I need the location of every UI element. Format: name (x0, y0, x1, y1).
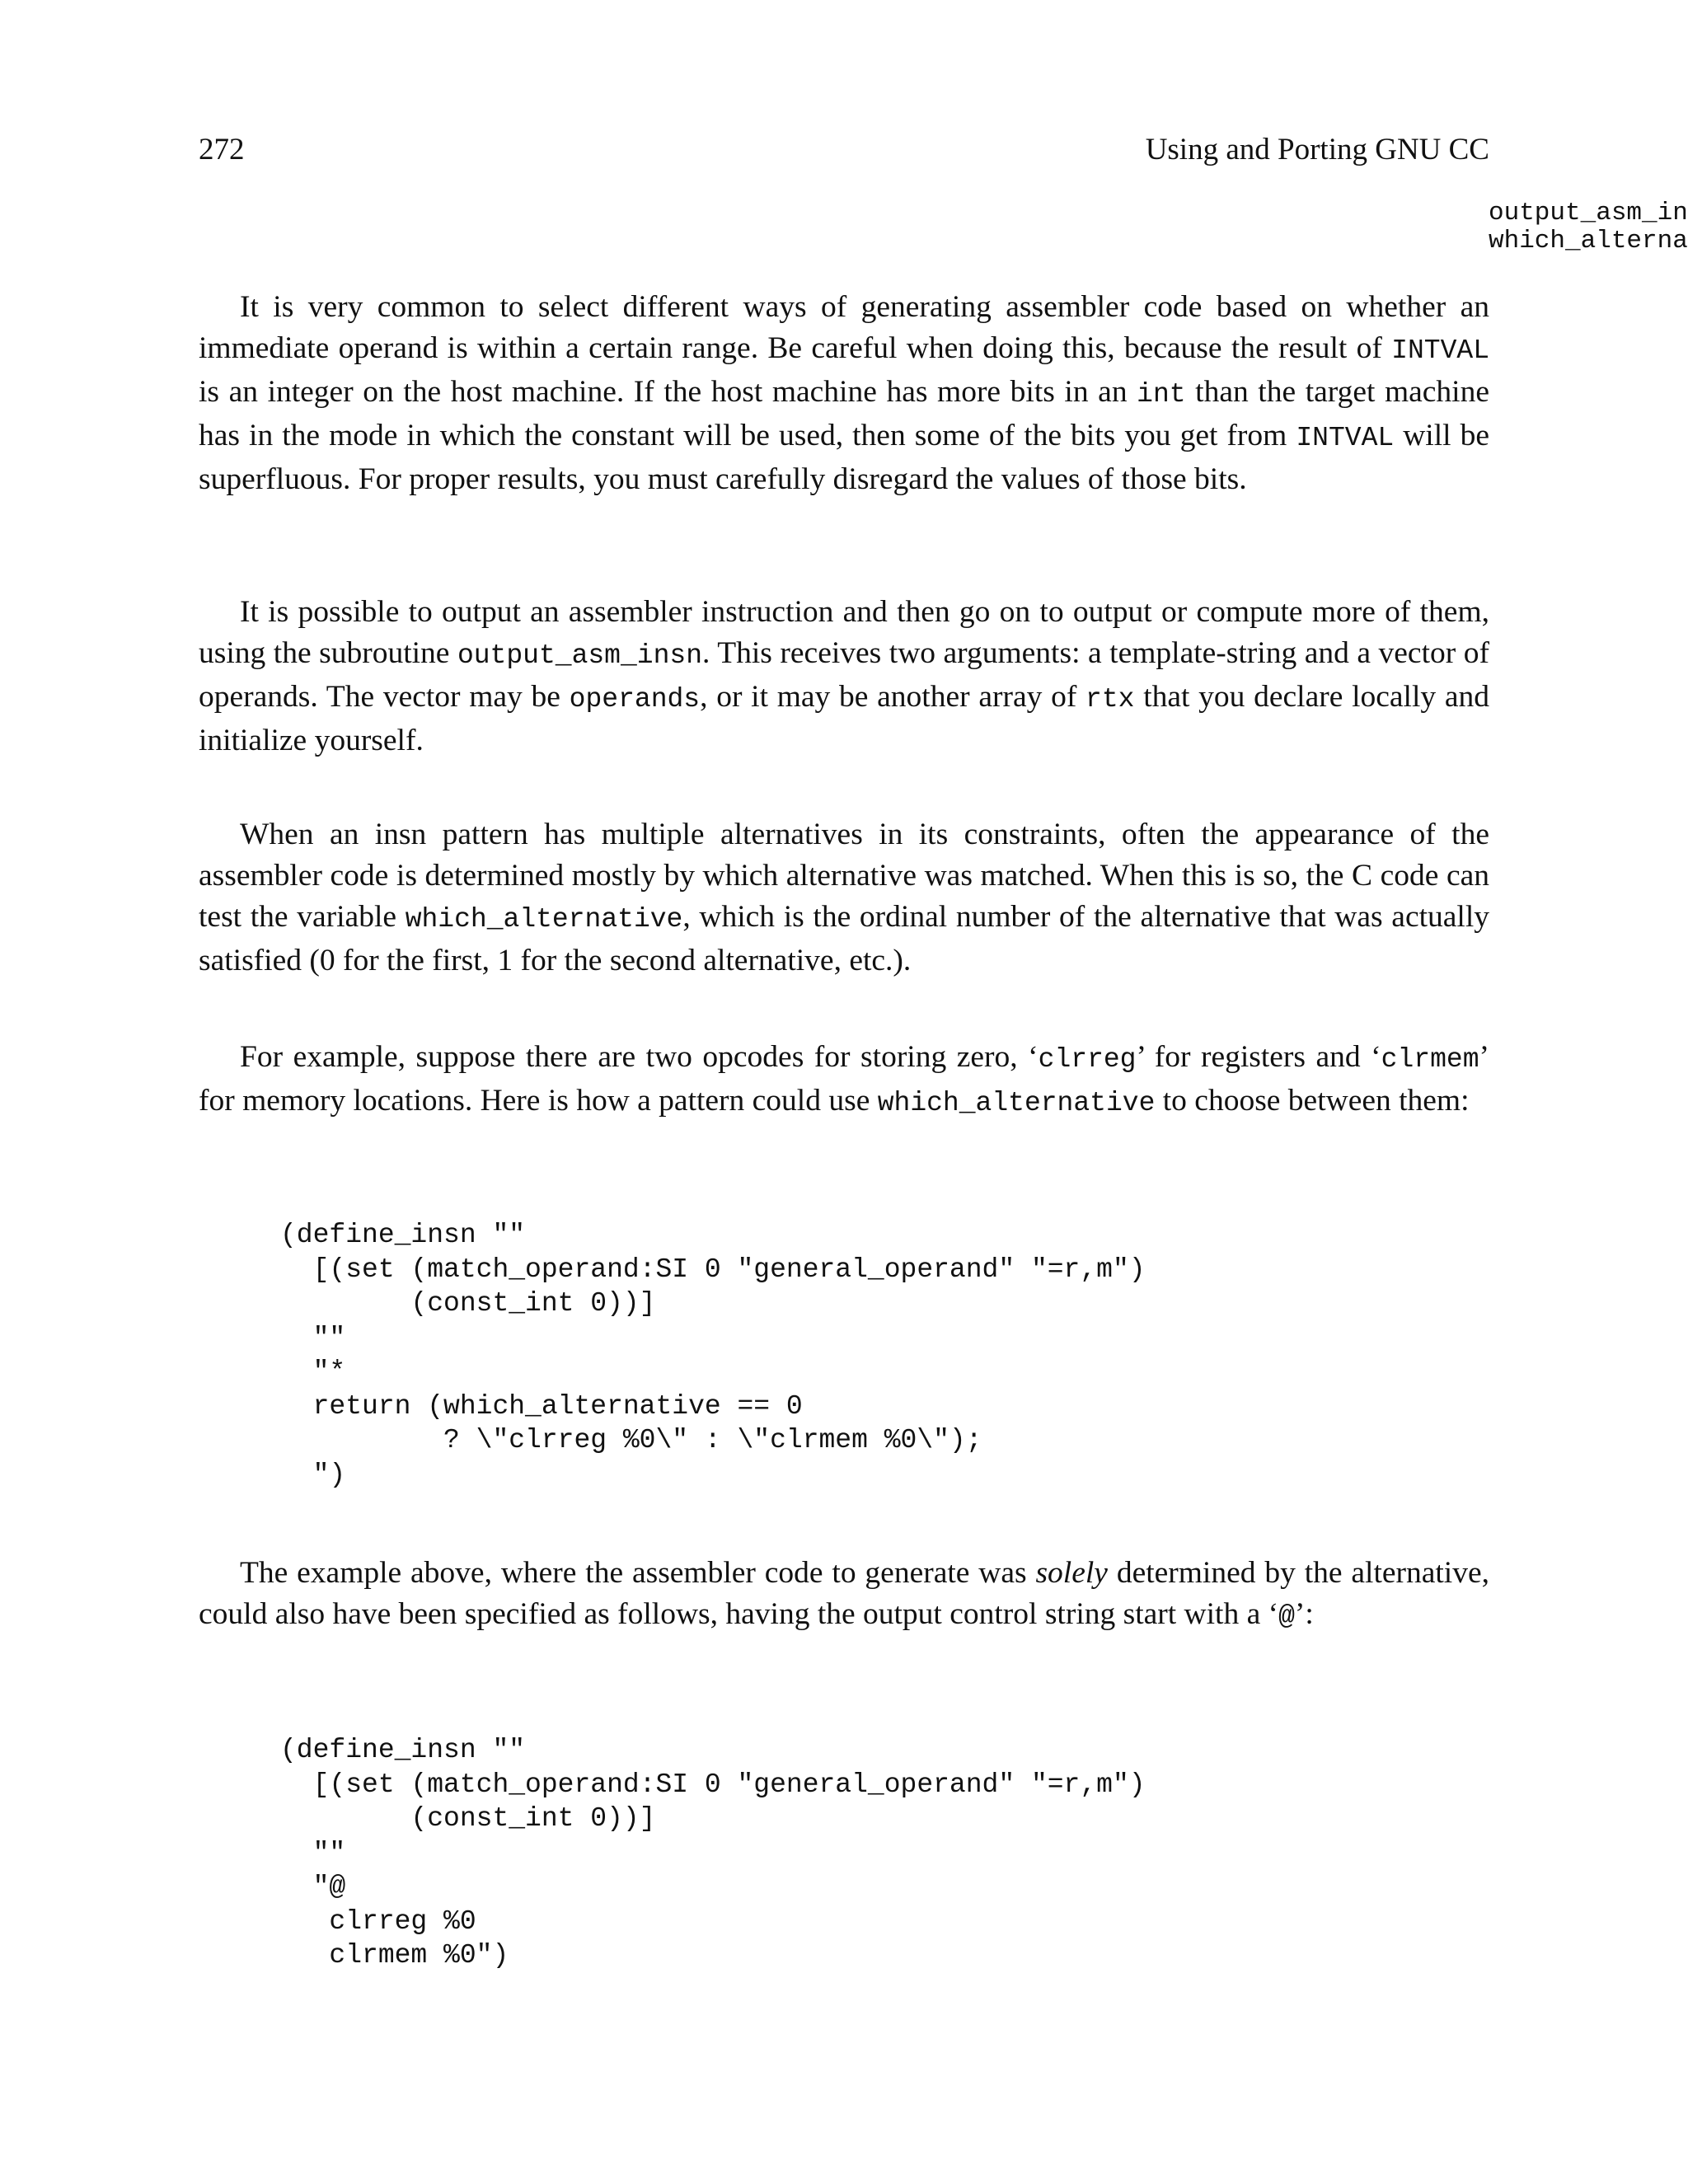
text-run: , which is the ordinal number of the alternative that was actually satisfied (0 for the first, 1 for the second alternative, etc.). (199, 900, 1489, 977)
text-run: ’ for memory locations. Here is how a pattern could use (199, 1040, 1489, 1118)
paragraph-intval (199, 287, 1489, 500)
inline-code: @ (1278, 1601, 1295, 1632)
running-title: Using and Porting GNU CC (1145, 133, 1489, 166)
text-run: determined by the alternative, could also have been specified as follows, having the output control string start with a ‘ (199, 1556, 1489, 1631)
text-run: than the target machine has in the mode in which the constant will be used, then some of the bits you get from (199, 375, 1489, 452)
text-run: ’ for registers and ‘ (1136, 1040, 1381, 1074)
inline-code: rtx (1085, 684, 1135, 715)
text-run: It is very common to select different ways of generating assembler code based on whether an immediate operand is within a certain range. Be careful when doing this, because the result of (199, 290, 1489, 365)
text-run: The example above, where the assembler code to generate was (240, 1556, 1036, 1590)
paragraph-example (199, 1037, 1489, 1124)
text-run: , or it may be another array of (700, 680, 1086, 714)
paragraph-output-asm-insn (199, 592, 1489, 762)
text-run: is an integer on the host machine. If the host machine has more bits in an (199, 375, 1137, 409)
inline-code: clrreg (1038, 1044, 1137, 1075)
inline-code: which_alternative (877, 1088, 1156, 1118)
text-run: ’: (1294, 1597, 1314, 1631)
inline-code: clrmem (1381, 1044, 1479, 1075)
inline-code: INTVAL (1391, 335, 1489, 366)
text-run: . This receives two arguments: a template-string and a vector of operands. The vector may be (199, 636, 1489, 714)
text-run: For example, suppose there are two opcodes for storing zero, ‘ (240, 1040, 1039, 1074)
margin-index-entry: which_alterna (1489, 227, 1688, 255)
paragraph-which-alternative (199, 814, 1489, 982)
margin-index-entry: output_asm_in (1489, 199, 1688, 227)
text-run: to choose between them: (1155, 1084, 1470, 1118)
inline-code: which_alternative (405, 904, 683, 935)
code-example-at: (define_insn "" [(set (match_operand:SI 0 "general_operand" "=r,m") (const_int 0))] "" "@ clrreg %0 clrmem %0") (280, 1735, 1146, 1971)
inline-code: INTVAL (1296, 423, 1395, 453)
inline-code: output_asm_insn (457, 640, 703, 671)
text-run: When an insn pattern has multiple alternatives in its constraints, often the appearance of the assembler code is determined mostly by which alternative was matched. When this is so, the C code can test the variable (199, 818, 1489, 934)
inline-code: int (1137, 379, 1186, 410)
inline-code: operands (569, 684, 701, 715)
text-run: It is possible to output an assembler instruction and then go on to output or compute more of them, using the subroutine (199, 595, 1489, 670)
text-run: that you declare locally and initialize yourself. (199, 680, 1490, 757)
paragraph-at-sign (199, 1553, 1489, 1638)
page-number: 272 (199, 133, 245, 166)
code-example-star: (define_insn "" [(set (match_operand:SI 0 "general_operand" "=r,m") (const_int 0))] "" "* return (which_alternative == 0 ? \"clrreg %0\" : \"clrmem %0\"); ") (280, 1220, 1146, 1490)
emphasis: solely (1035, 1556, 1108, 1590)
text-run: will be superfluous. For proper results, you must carefully disregard the values of those bits. (199, 419, 1489, 496)
margin-index (1489, 199, 1688, 255)
